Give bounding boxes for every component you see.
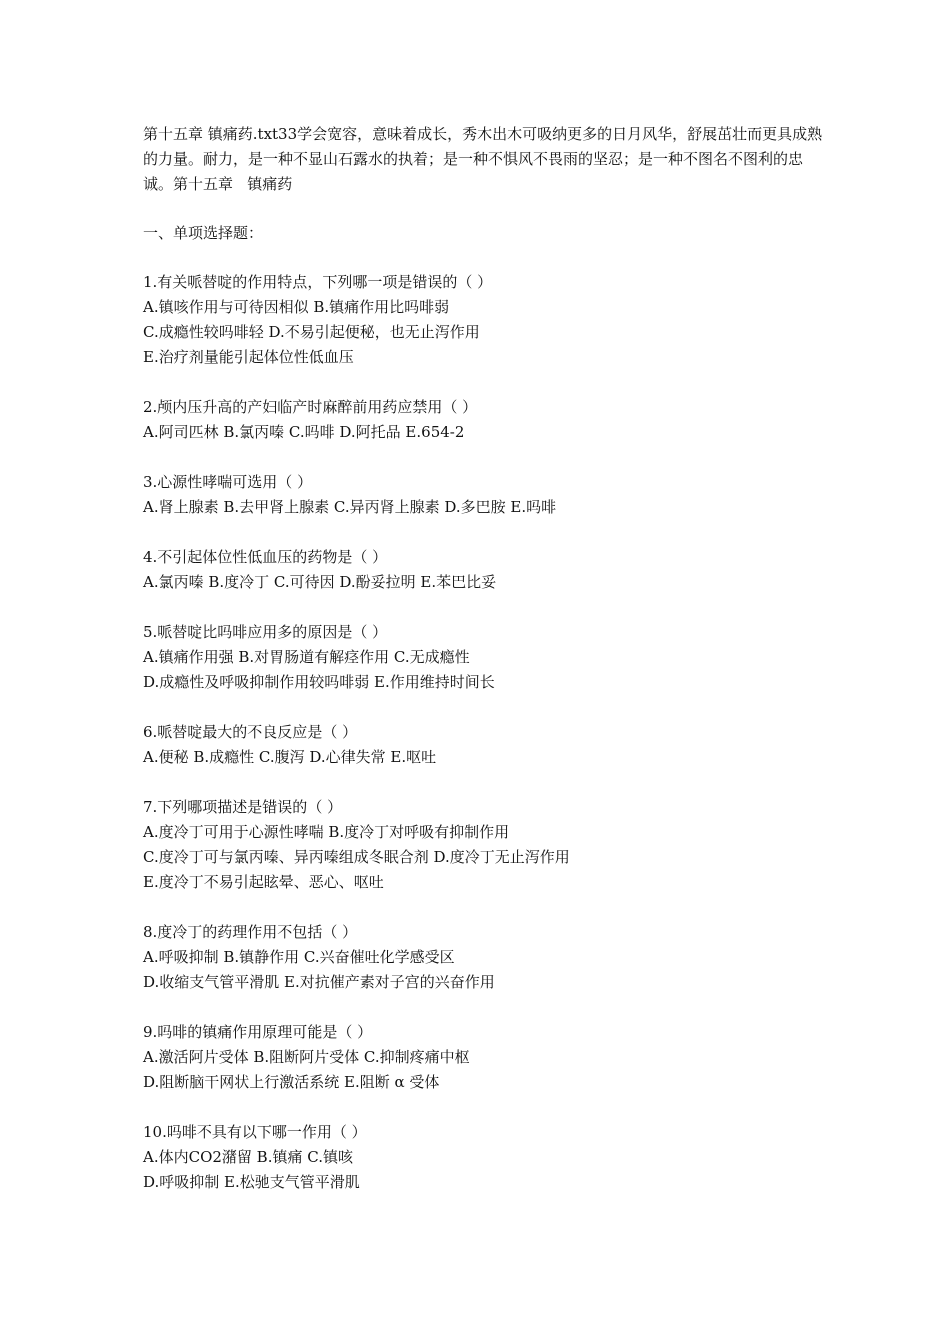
question-2 (143, 395, 823, 445)
question-9 (143, 1020, 823, 1095)
question-options: E.度冷丁不易引起眩晕、恶心、呕吐 (143, 873, 384, 891)
question-10 (143, 1120, 823, 1195)
question-stem: 10.吗啡不具有以下哪一作用（ ） (143, 1123, 367, 1141)
question-stem: 8.度冷丁的药理作用不包括（ ） (143, 923, 358, 941)
question-options: A.度冷丁可用于心源性哮喘 B.度冷丁对呼吸有抑制作用 (143, 823, 510, 841)
question-3 (143, 470, 823, 520)
question-options: A.阿司匹林 B.氯丙嗪 C.吗啡 D.阿托品 E.654-2 (143, 423, 465, 441)
question-options: A.激活阿片受体 B.阻断阿片受体 C.抑制疼痛中枢 (143, 1048, 470, 1066)
question-stem: 2.颅内压升高的产妇临产时麻醉前用药应禁用（ ） (143, 398, 478, 416)
document-page (143, 122, 823, 1220)
section-title: 一、单项选择题： (143, 224, 264, 242)
question-stem: 9.吗啡的镇痛作用原理可能是（ ） (143, 1023, 373, 1041)
question-options: A.呼吸抑制 B.镇静作用 C.兴奋催吐化学感受区 (143, 948, 455, 966)
question-stem: 1.有关哌替啶的作用特点，下列哪一项是错误的（ ） (143, 273, 493, 291)
question-stem: 6.哌替啶最大的不良反应是（ ） (143, 723, 358, 741)
question-options: D.呼吸抑制 E.松驰支气管平滑肌 (143, 1173, 360, 1191)
question-options: D.阻断脑干网状上行激活系统 E.阻断 α 受体 (143, 1073, 440, 1091)
question-options: E.治疗剂量能引起体位性低血压 (143, 348, 354, 366)
question-options: A.氯丙嗪 B.度冷丁 C.可待因 D.酚妥拉明 E.苯巴比妥 (143, 573, 497, 591)
intro-paragraph: 第十五章 镇痛药.txt33学会宽容，意味着成长，秀木出木可吸纳更多的日月风华，舒展茁壮而更具成熟的力量。耐力，是一种不显山石露水的执着；是一种不惧风不畏雨的坚忍；是一种不图名不图利的忠诚。第十五章 镇痛药 (143, 125, 823, 193)
question-5 (143, 620, 823, 695)
question-list (143, 270, 823, 1195)
question-options: A.体内CO2潴留 B.镇痛 C.镇咳 (143, 1148, 353, 1166)
question-options: D.成瘾性及呼吸抑制作用较吗啡弱 E.作用维持时间长 (143, 673, 495, 691)
question-options: A.镇痛作用强 B.对胃肠道有解痉作用 C.无成瘾性 (143, 648, 470, 666)
question-options: A.肾上腺素 B.去甲肾上腺素 C.异丙肾上腺素 D.多巴胺 E.吗啡 (143, 498, 557, 516)
question-options: A.镇咳作用与可待因相似 B.镇痛作用比吗啡弱 (143, 298, 450, 316)
question-1 (143, 270, 823, 370)
question-options: C.成瘾性较吗啡轻 D.不易引起便秘，也无止泻作用 (143, 323, 480, 341)
question-options: C.度冷丁可与氯丙嗪、异丙嗪组成冬眠合剂 D.度冷丁无止泻作用 (143, 848, 570, 866)
question-4 (143, 545, 823, 595)
question-stem: 3.心源性哮喘可选用（ ） (143, 473, 313, 491)
question-7 (143, 795, 823, 895)
question-stem: 4.不引起体位性低血压的药物是（ ） (143, 548, 388, 566)
question-stem: 5.哌替啶比吗啡应用多的原因是（ ） (143, 623, 388, 641)
question-stem: 7.下列哪项描述是错误的（ ） (143, 798, 343, 816)
question-options: D.收缩支气管平滑肌 E.对抗催产素对子宫的兴奋作用 (143, 973, 495, 991)
question-6 (143, 720, 823, 770)
question-8 (143, 920, 823, 995)
question-options: A.便秘 B.成瘾性 C.腹泻 D.心律失常 E.呕吐 (143, 748, 437, 766)
